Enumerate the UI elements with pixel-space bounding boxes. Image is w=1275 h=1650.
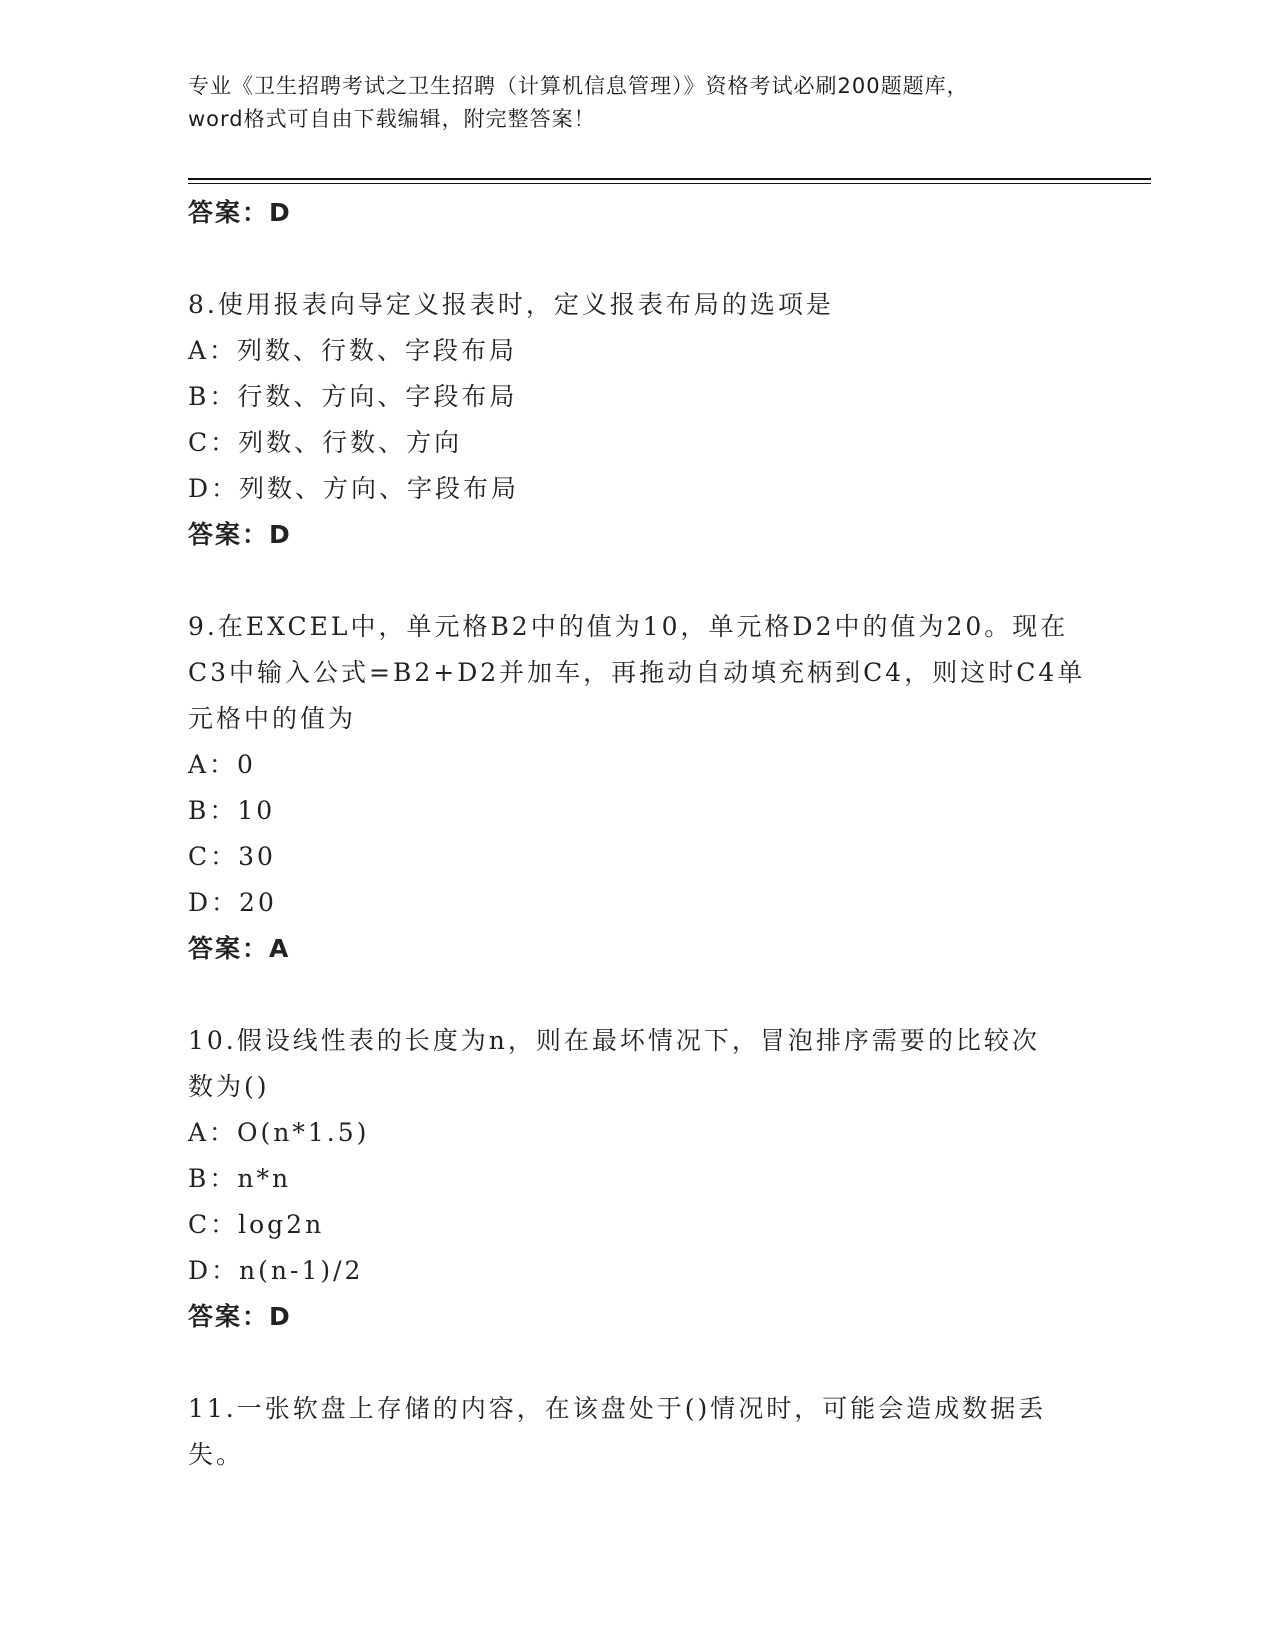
option-d: D：列数、方向、字段布局 xyxy=(188,474,520,503)
question-block-11 xyxy=(188,1386,1088,1478)
question-stem: 数为() xyxy=(188,1072,270,1101)
question-stem: 8.使用报表向导定义报表时，定义报表布局的选项是 xyxy=(188,290,834,319)
option-a: A：列数、行数、字段布局 xyxy=(188,336,518,365)
spacer xyxy=(188,1340,1088,1386)
header-line-1: 专业《卫生招聘考试之卫生招聘（计算机信息管理）》资格考试必刷200题题库， xyxy=(188,74,969,98)
question-stem: 失。 xyxy=(188,1440,245,1469)
option-c: C：列数、行数、方向 xyxy=(188,428,463,457)
question-stem: 元格中的值为 xyxy=(188,704,357,733)
header-divider-thin xyxy=(188,183,1151,184)
question-stem: 9.在EXCEL中，单元格B2中的值为10，单元格D2中的值为20。现在 xyxy=(188,612,1069,641)
option-b: B：10 xyxy=(188,796,276,825)
option-c: C：log2n xyxy=(188,1210,325,1239)
question-stem: C3中输入公式=B2+D2并加车，再拖动自动填充柄到C4，则这时C4单 xyxy=(188,658,1086,687)
question-block-9 xyxy=(188,604,1088,972)
option-a: A：0 xyxy=(188,750,256,779)
spacer xyxy=(188,236,1088,282)
option-d: D：n(n-1)/2 xyxy=(188,1256,364,1285)
option-d: D：20 xyxy=(188,888,277,917)
spacer xyxy=(188,558,1088,604)
answer-line: 答案：D xyxy=(188,1302,292,1331)
option-c: C：30 xyxy=(188,842,276,871)
option-b: B：行数、方向、字段布局 xyxy=(188,382,518,411)
question-block-8 xyxy=(188,282,1088,558)
question-stem: 11.一张软盘上存储的内容，在该盘处于()情况时，可能会造成数据丢 xyxy=(188,1394,1047,1423)
header-line-2: word格式可自由下载编辑，附完整答案！ xyxy=(188,107,596,131)
option-b: B：n*n xyxy=(188,1164,292,1193)
question-stem: 10.假设线性表的长度为n，则在最坏情况下，冒泡排序需要的比较次 xyxy=(188,1026,1040,1055)
question-block-10 xyxy=(188,1018,1088,1340)
answer-line: 答案：A xyxy=(188,934,291,963)
answer-line: 答案：D xyxy=(188,520,292,549)
answer-line: 答案：D xyxy=(188,198,292,227)
document-header xyxy=(188,70,1088,136)
question-list xyxy=(188,190,1088,1478)
spacer xyxy=(188,972,1088,1018)
option-a: A：O(n*1.5) xyxy=(188,1118,370,1147)
header-divider-thick xyxy=(188,178,1151,180)
